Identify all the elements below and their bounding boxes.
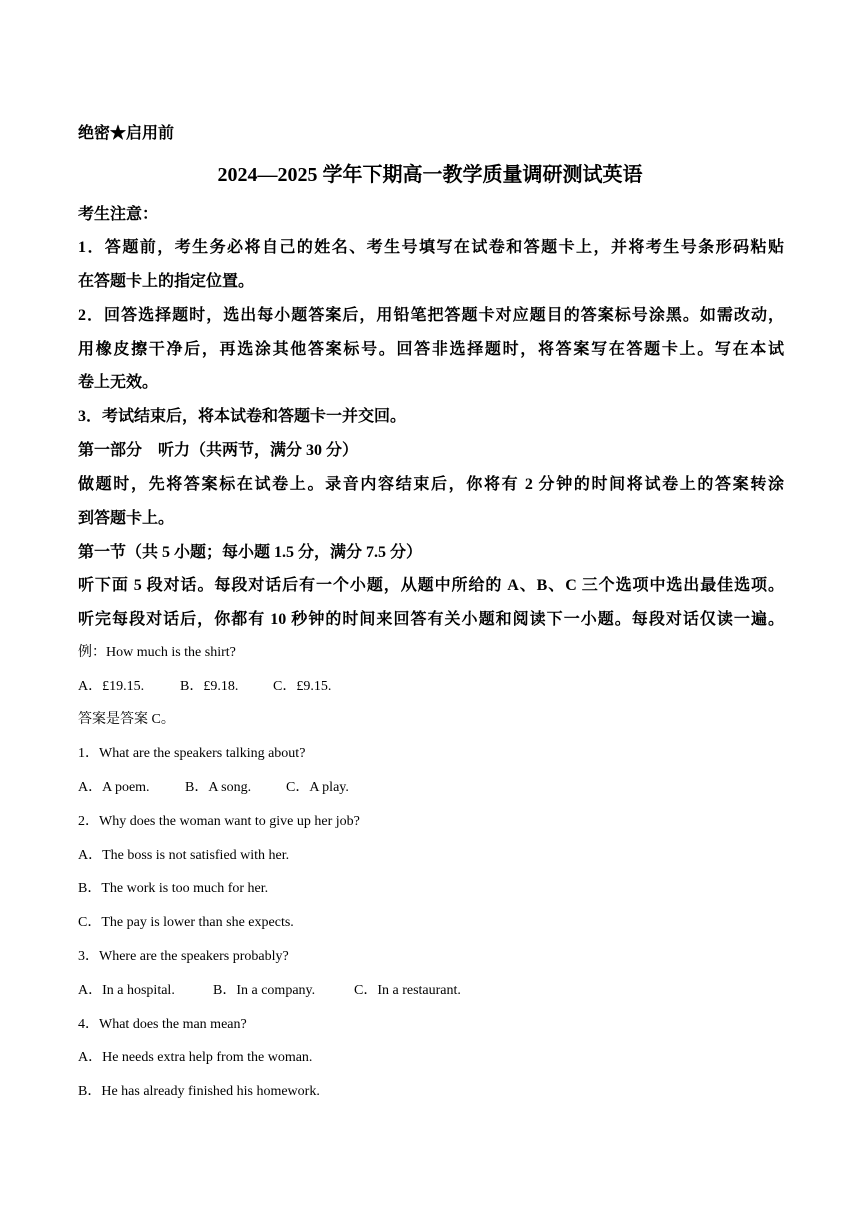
notice-item-2-line-1: 2．回答选择题时，选出每小题答案后，用铅笔把答题卡对应题目的答案标号涂黑。如需改动， [78, 307, 784, 324]
question-3-options [78, 979, 461, 999]
part1-intro-line-2: 到答题卡上。 [78, 510, 175, 527]
question-1-option-c: C．A play. [286, 780, 349, 795]
notice-item-1-line-2: 在答题卡上的指定位置。 [78, 273, 255, 290]
question-1-option-b: B．A song. [185, 780, 252, 795]
notice-item-2-line-3: 卷上无效。 [78, 374, 159, 391]
part1-intro-line-1: 做题时，先将答案标在试卷上。录音内容结束后，你将有 2 分钟的时间将试卷上的答案转涂 [78, 476, 784, 493]
question-1-stem: 1．What are the speakers talking about? [78, 746, 306, 761]
part1-heading: 第一部分 听力（共两节，满分 30 分） [78, 442, 359, 459]
question-3-option-a: A．In a hospital. [78, 983, 175, 998]
notice-item-1-line-1: 1．答题前，考生务必将自己的姓名、考生号填写在试卷和答题卡上，并将考生号条形码粘贴 [78, 239, 784, 256]
notice-heading: 考生注意： [78, 206, 159, 223]
section1-intro-line-1: 听下面 5 段对话。每段对话后有一个小题，从题中所给的 A、B、C 三个选项中选出最佳选项。 [78, 577, 784, 594]
notice-item-2-line-2: 用橡皮擦干净后，再选涂其他答案标号。回答非选择题时，将答案写在答题卡上。写在本试 [78, 341, 784, 358]
example-option-c: C．£9.15. [273, 679, 332, 694]
example-option-b: B．£9.18. [180, 679, 239, 694]
question-3-stem: 3．Where are the speakers probably? [78, 949, 289, 964]
question-4-option-a: A．He needs extra help from the woman. [78, 1050, 313, 1065]
question-2-stem: 2．Why does the woman want to give up her job? [78, 814, 360, 829]
secret-mark: 绝密★启用前 [78, 125, 175, 142]
section1-intro-line-2: 听完每段对话后，你都有 10 秒钟的时间来回答有关小题和阅读下一小题。每段对话仅读一遍。 [78, 611, 784, 628]
example-answer: 答案是答案 C。 [78, 712, 175, 727]
page-title: 2024—2025 学年下期高一教学质量调研测试英语 [217, 164, 643, 186]
question-1-option-a: A．A poem. [78, 780, 150, 795]
example-options [78, 675, 331, 695]
question-2-option-c: C．The pay is lower than she expects. [78, 915, 294, 930]
question-3-option-b: B．In a company. [213, 983, 316, 998]
question-1-options [78, 776, 349, 796]
example-question: 例：How much is the shirt? [78, 645, 236, 660]
question-2-option-a: A．The boss is not satisfied with her. [78, 848, 290, 863]
section1-heading: 第一节（共 5 小题；每小题 1.5 分，满分 7.5 分） [78, 544, 423, 561]
question-4-option-b: B．He has already finished his homework. [78, 1084, 320, 1099]
question-4-stem: 4．What does the man mean? [78, 1017, 247, 1032]
notice-item-3: 3．考试结束后，将本试卷和答题卡一并交回。 [78, 408, 407, 425]
question-3-option-c: C．In a restaurant. [354, 983, 461, 998]
example-option-a: A．£19.15. [78, 679, 145, 694]
question-2-option-b: B．The work is too much for her. [78, 881, 269, 896]
